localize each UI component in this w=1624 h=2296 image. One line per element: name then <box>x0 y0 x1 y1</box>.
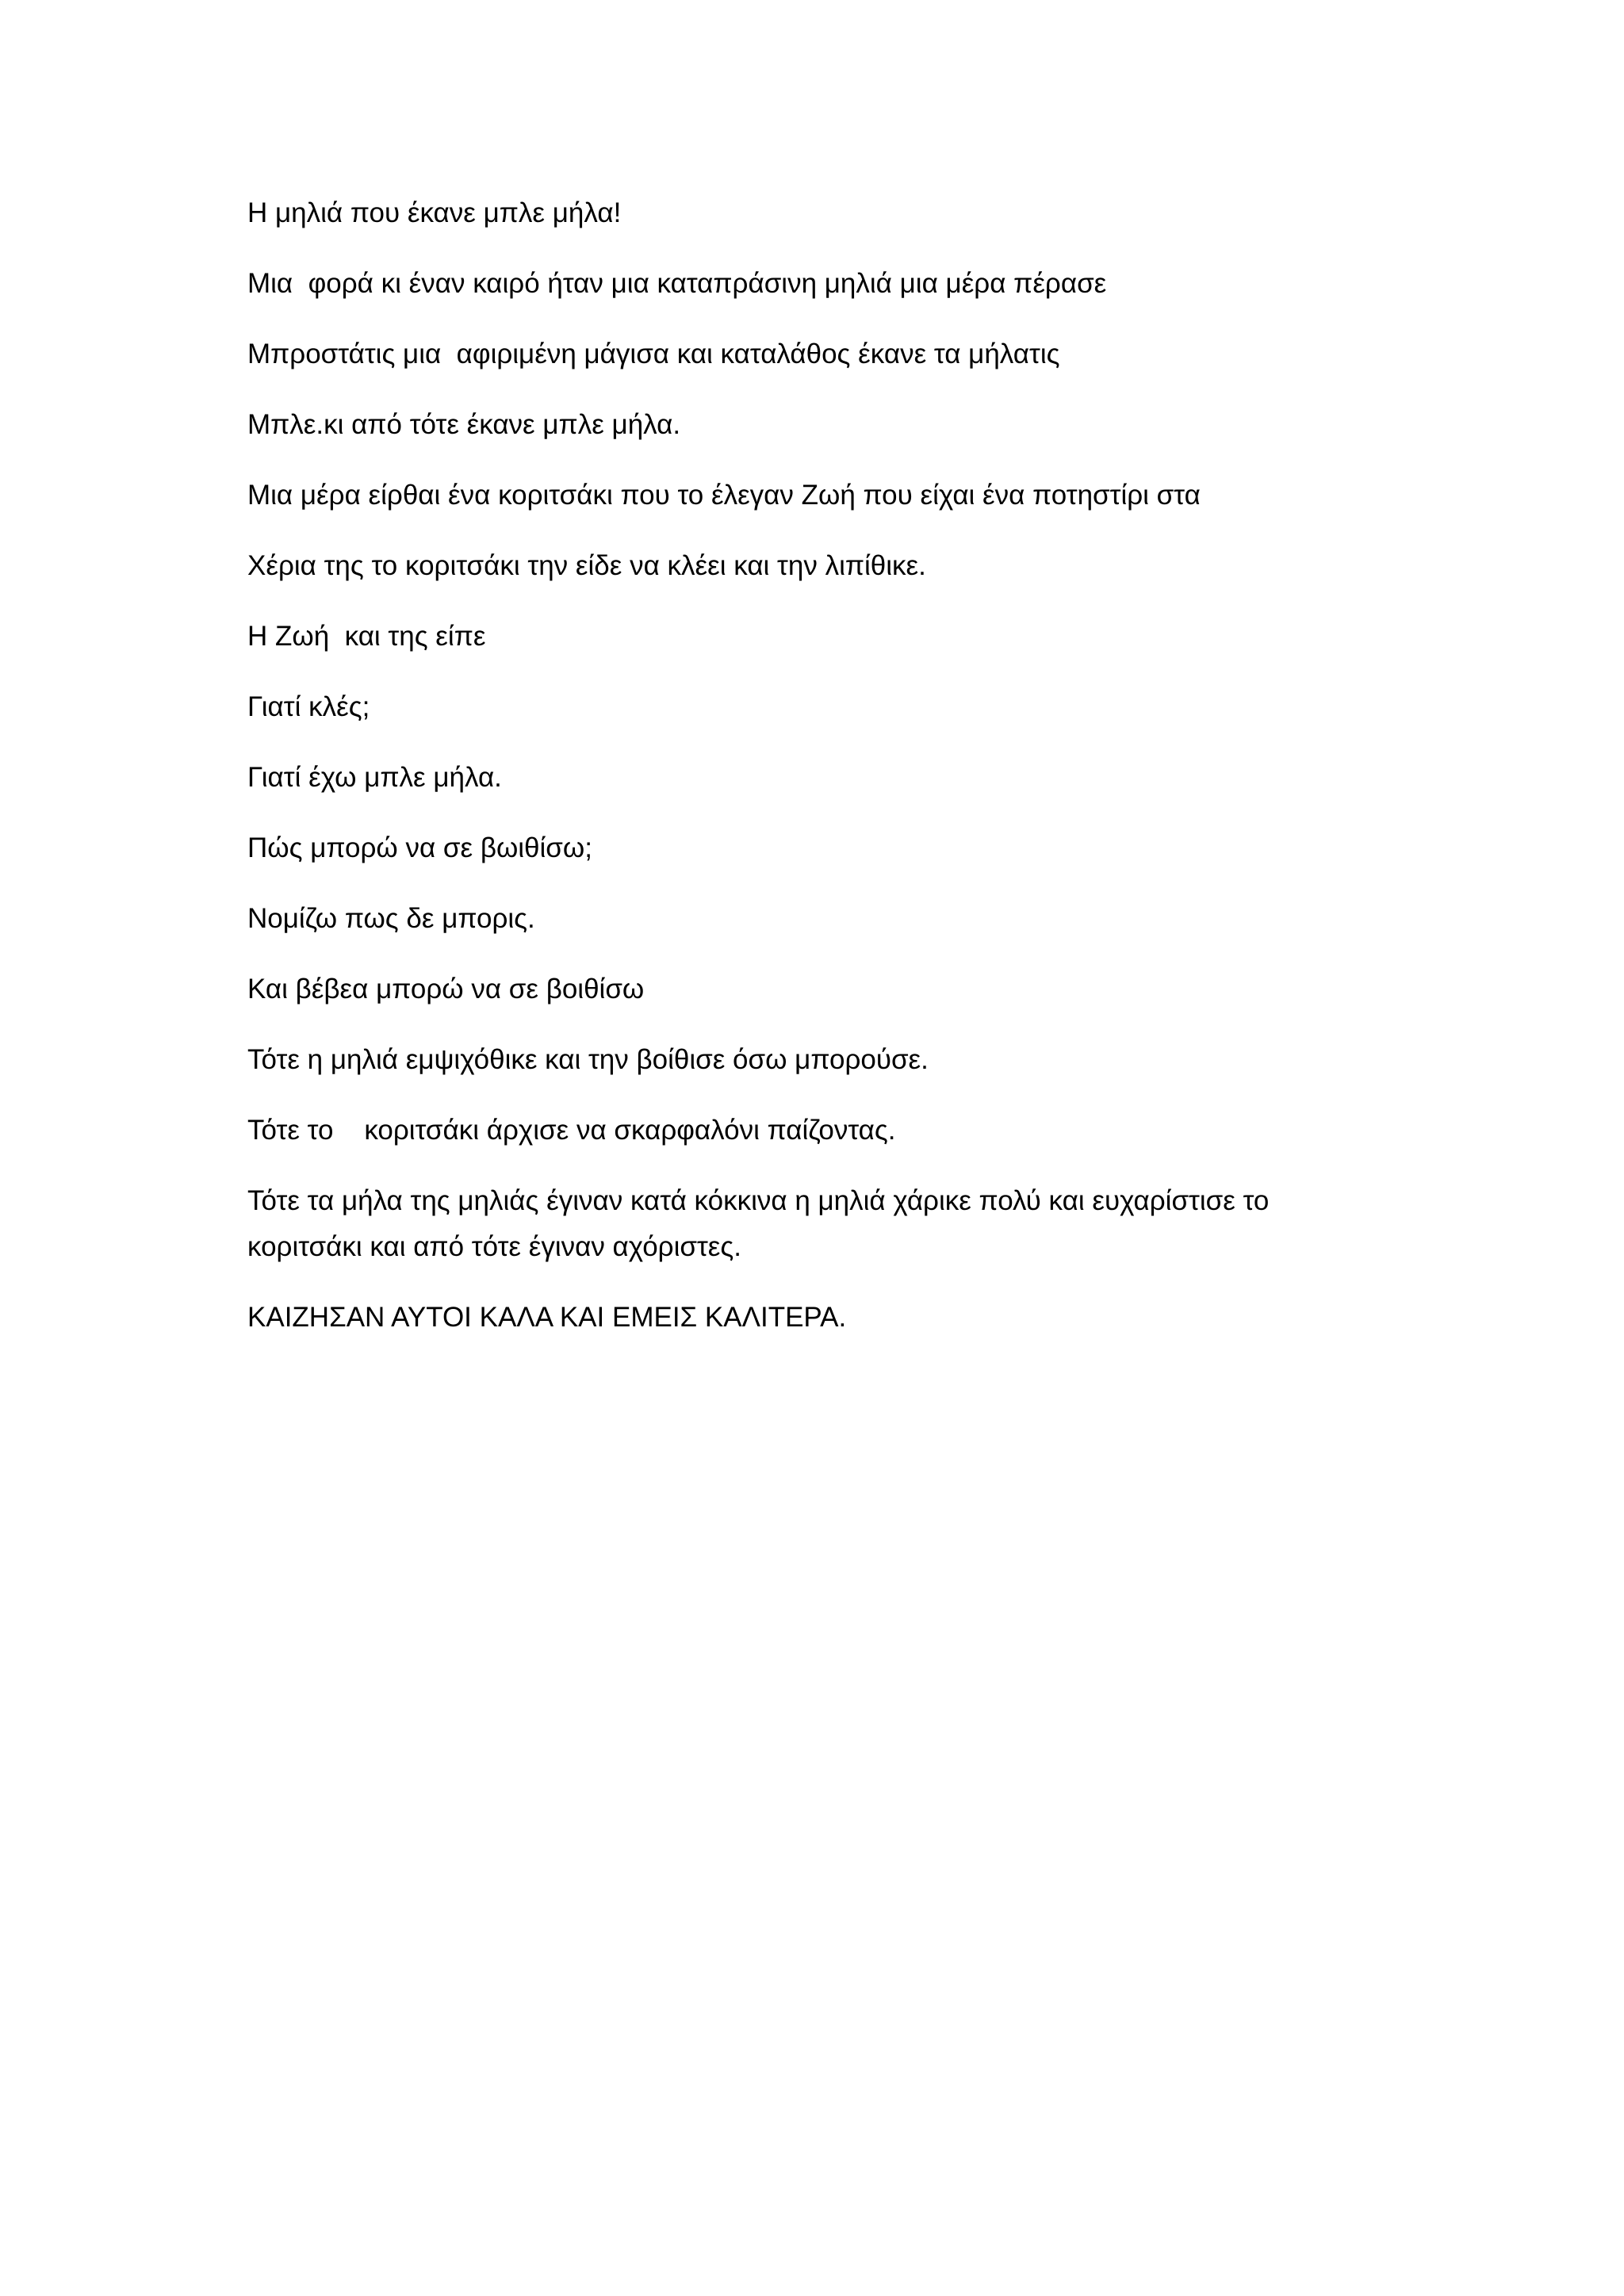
paragraph: Χέρια της το κοριτσάκι την είδε να κλέει και την λιπίθικε. <box>247 550 926 581</box>
paragraph: Γιατί κλές; <box>247 691 370 722</box>
paragraph: Η Ζωή και της είπε <box>247 621 486 652</box>
paragraph: Μπλε.κι από τότε έκανε μπλε μήλα. <box>247 409 681 440</box>
closing-line: ΚΑΙΖΗΣΑΝ ΑΥΤΟΙ ΚΑΛΑ ΚΑΙ ΕΜΕΙΣ ΚΑΛΙΤΕΡΑ. <box>247 1302 847 1333</box>
paragraph: Τότε η μηλιά εμψιχόθικε και την βοίθισε όσω μπορούσε. <box>247 1044 929 1075</box>
paragraph: Τότε το κοριτσάκι άρχισε να σκαρφαλόνι παίζοντας. <box>247 1115 896 1146</box>
paragraph: Νομίζω πως δε μπορις. <box>247 903 535 934</box>
paragraph: Μπροστάτις μια αφιριμένη μάγισα και καταλάθος έκανε τα μήλατις <box>247 339 1060 369</box>
paragraph: Και βέβεα μπορώ να σε βοιθίσω <box>247 974 645 1004</box>
story-text <box>247 190 1389 1365</box>
paragraph: Πώς μπορώ να σε βωιθίσω; <box>247 832 592 863</box>
story-title: Η μηλιά που έκανε μπλε μήλα! <box>247 197 622 228</box>
paragraph: Μια φορά κι έναν καιρό ήταν μια καταπράσινη μηλιά μια μέρα πέρασε <box>247 268 1107 299</box>
paragraph: Τότε τα μήλα της μηλιάς έγιναν κατά κόκκινα η μηλιά χάρικε πολύ και ευχαρίστισε το κοριτσάκι και από τότε έγιναν αχόριστες. <box>247 1185 1270 1262</box>
paragraph: Γιατί έχω μπλε μήλα. <box>247 762 502 793</box>
paragraph: Μια μέρα είρθαι ένα κοριτσάκι που το έλεγαν Ζωή που είχαι ένα ποτηστίρι στα <box>247 480 1201 511</box>
